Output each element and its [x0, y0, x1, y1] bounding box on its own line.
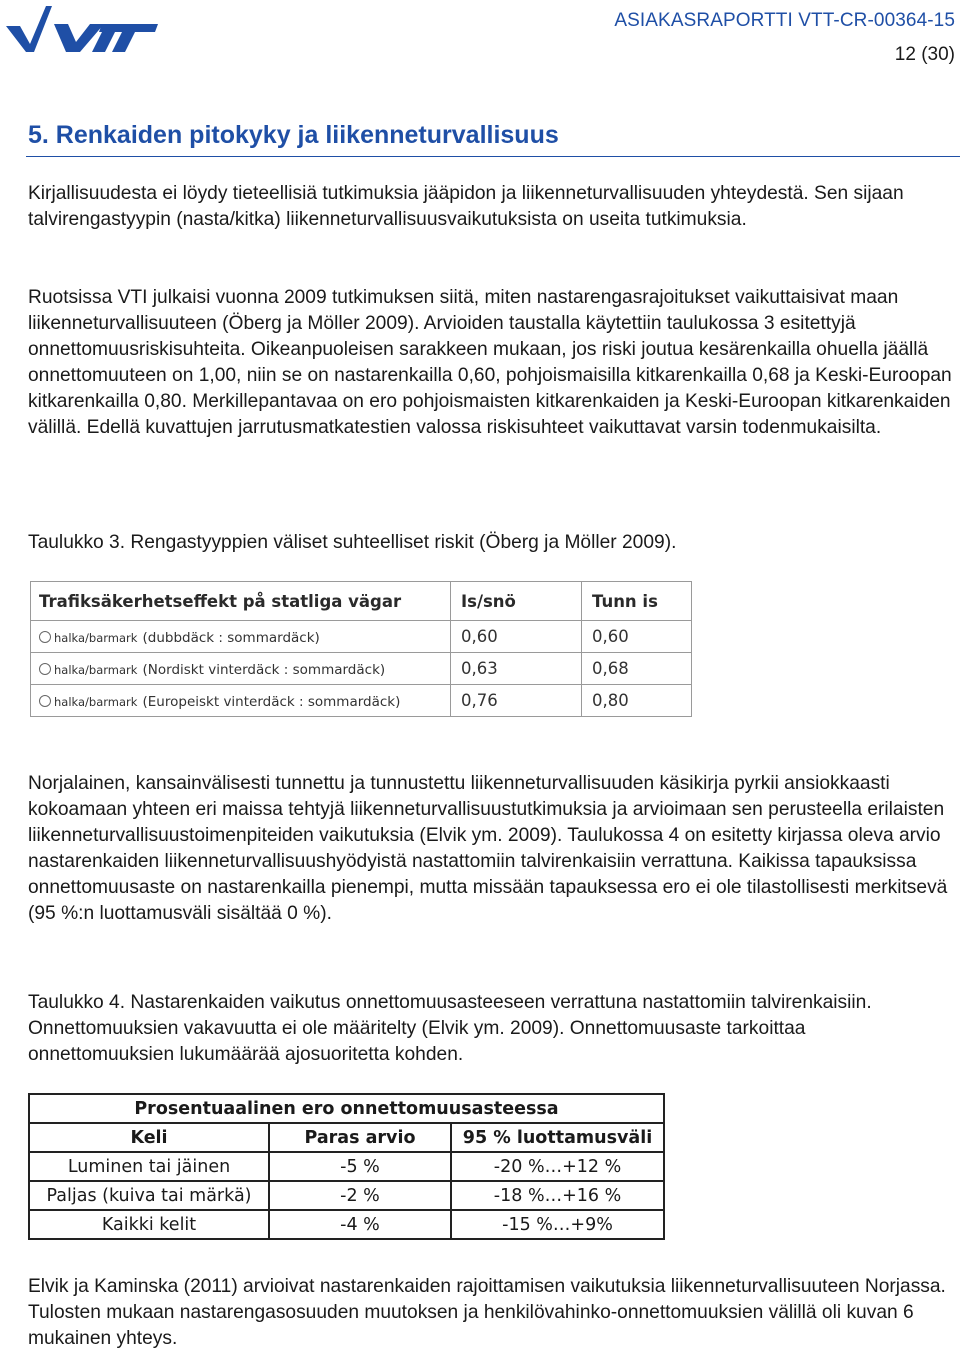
table-row [29, 1181, 664, 1210]
table4-header-row [29, 1123, 664, 1152]
row-description: (Nordiskt vinterdäck : sommardäck) [142, 662, 386, 678]
table3-header-effect: Trafiksäkerhetseffekt på statliga vägar [31, 582, 451, 621]
table4-header-paras-arvio: Paras arvio [269, 1123, 451, 1152]
paragraph-elvik-kaminska: Elvik ja Kaminska (2011) arvioivat nastarenkaiden rajoittamisen vaikutuksia liikenneturvallisuuteen Norjassa. Tulosten mukaan nastarengasosuuden muutoksen ja henkilövahinko-onnettomuuksien välillä oli kuvan 6 mukainen yhteys. [28, 1276, 946, 1349]
table3-header-tunn-is: Tunn is [582, 582, 692, 621]
row-prefix: halka/barmark [54, 631, 138, 645]
cell-tunn-is: 0,80 [582, 685, 692, 717]
table4-accident-rate [28, 1093, 665, 1240]
paragraph-norwegian-handbook: Norjalainen, kansainvälisesti tunnettu ja tunnustettu liikenneturvallisuuden käsikirja pyrkii ansiokkaasti kokoamaan yhteen eri maissa tehtyjä liikenneturvallisuustutkimuksia ja arvioimaan sen perusteella erilaisten liikenneturvallisuustoimenpiteiden vaikutuksia (Elvik ym. 2009). Taulukossa 4 on esitetty kirjassa oleva arvio nastarenkaiden liikenneturvallisuushyödyistä nastattomiin talvirenkaisiin verrattuna. Kaikissa tapauksissa onnettomuusaste on nastarenkailla pienempi, mutta missään tapauksessa ero ei ole tilastollisesti merkitsevä (95 %:n luottamusväli sisältää 0 %). [28, 773, 948, 924]
table-row [29, 1210, 664, 1239]
paragraph-intro: Kirjallisuudesta ei löydy tieteellisiä tutkimuksia jääpidon ja liikenneturvallisuuden yhteydestä. Sen sijaan talvirengastyypin (nasta/kitka) liikenneturvallisuusvaikutuksista on useita tutkimuksia. [28, 183, 904, 230]
title-divider [26, 156, 960, 157]
cell-is-sno: 0,60 [451, 621, 582, 653]
table3-relative-risks [30, 581, 692, 717]
table4-header-keli: Keli [29, 1123, 269, 1152]
table3-header-row [31, 582, 692, 621]
table4-group-header: Prosentuaalinen ero onnettomuusasteessa [29, 1094, 664, 1123]
section-title: 5. Renkaiden pitokyky ja liikenneturvallisuus [28, 121, 559, 149]
table-row [31, 653, 692, 685]
cell-keli: Paljas (kuiva tai märkä) [29, 1181, 269, 1210]
cell-paras-arvio: -2 % [269, 1181, 451, 1210]
table-row [31, 621, 692, 653]
cell-tunn-is: 0,68 [582, 653, 692, 685]
cell-is-sno: 0,76 [451, 685, 582, 717]
table4-caption: Taulukko 4. Nastarenkaiden vaikutus onnettomuusasteeseen verrattuna nastattomiin talvirenkaisiin. Onnettomuuksien vakavuutta ei ole määritelty (Elvik ym. 2009). Onnettomuusaste tarkoittaa onnettomuuksien lukumäärää ajosuoritetta kohden. [28, 992, 872, 1065]
radio-circle-icon [39, 695, 51, 707]
cell-luottamusvali: -20 %…+12 % [451, 1152, 664, 1181]
cell-paras-arvio: -4 % [269, 1210, 451, 1239]
row-description: (Europeiskt vinterdäck : sommardäck) [142, 694, 401, 710]
table-row [29, 1152, 664, 1181]
table4-group-header-row [29, 1094, 664, 1123]
table-row [31, 685, 692, 717]
page-number: 12 (30) [894, 44, 955, 65]
table4-header-luottamusvali: 95 % luottamusväli [451, 1123, 664, 1152]
row-prefix: halka/barmark [54, 663, 138, 677]
cell-keli: Kaikki kelit [29, 1210, 269, 1239]
vtt-logo [4, 2, 159, 56]
cell-luottamusvali: -15 %…+9% [451, 1210, 664, 1239]
cell-paras-arvio: -5 % [269, 1152, 451, 1181]
table3-header-is-sno: Is/snö [451, 582, 582, 621]
cell-tunn-is: 0,60 [582, 621, 692, 653]
table3-caption: Taulukko 3. Rengastyyppien väliset suhteelliset riskit (Öberg ja Möller 2009). [28, 532, 677, 553]
radio-circle-icon [39, 631, 51, 643]
row-description: (dubbdäck : sommardäck) [142, 630, 320, 646]
cell-keli: Luminen tai jäinen [29, 1152, 269, 1181]
report-id: ASIAKASRAPORTTI VTT-CR-00364-15 [614, 10, 955, 31]
radio-circle-icon [39, 663, 51, 675]
row-prefix: halka/barmark [54, 695, 138, 709]
cell-luottamusvali: -18 %…+16 % [451, 1181, 664, 1210]
cell-is-sno: 0,63 [451, 653, 582, 685]
paragraph-vti-study: Ruotsissa VTI julkaisi vuonna 2009 tutkimuksen siitä, miten nastarengasrajoitukset vaikuttaisivat maan liikenneturvallisuuteen (Öberg ja Möller 2009). Arvioiden taustalla käytettiin taulukossa 3 esitettyjä onnettomuusriskisuhteita. Oikeanpuoleisen sarakkeen mukaan, jos riski joutua kesärenkailla ohuella jäällä onnettomuuteen on 1,00, niin se on nastarenkailla 0,60, pohjoismaisilla kitkarenkailla 0,68 ja Keski-Euroopan kitkarenkailla 0,80. Merkillepantavaa on ero pohjoismaisten kitkarenkaiden ja Keski-Euroopan kitkarenkaiden välillä. Edellä kuvattujen jarrutusmatkatestien valossa riskisuhteet vaikuttavat varsin todenmukaisilta. [28, 287, 952, 438]
